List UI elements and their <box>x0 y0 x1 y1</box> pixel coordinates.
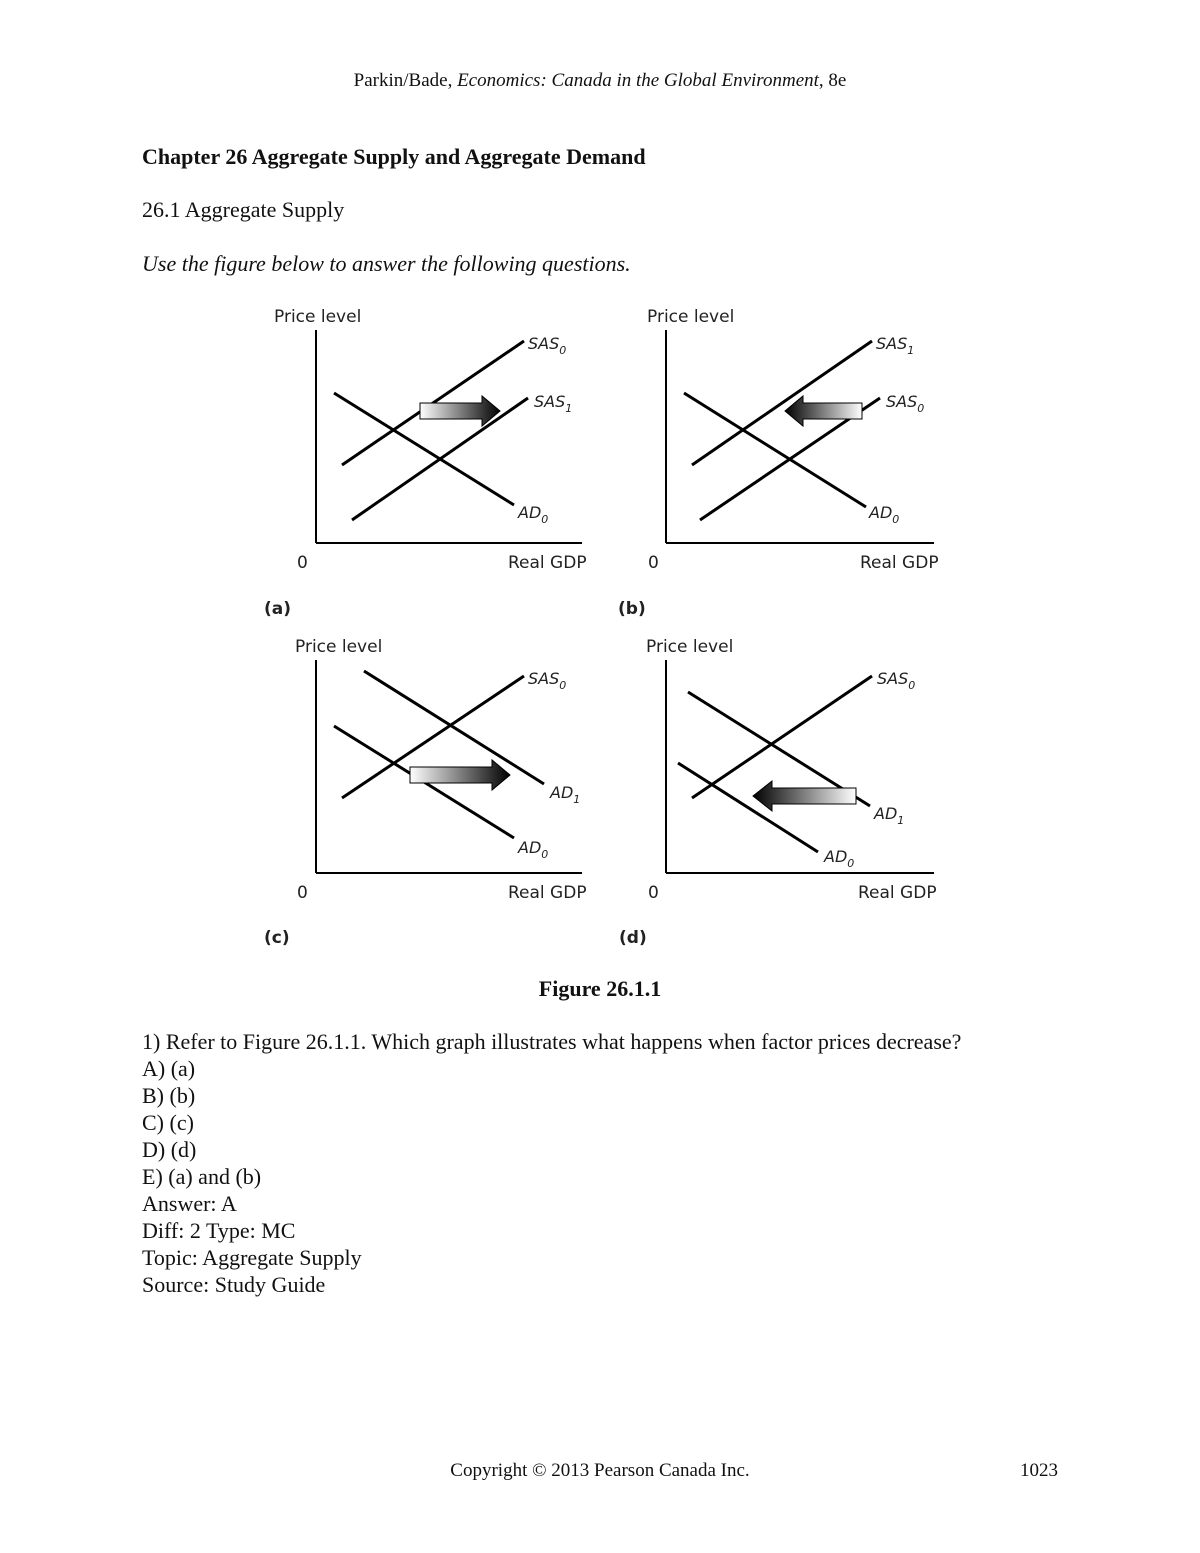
origin-label: 0 <box>648 553 659 573</box>
curve-label-ad-lower: $AD_0$ <box>518 838 549 861</box>
curve-label-sas: $SAS_0$ <box>877 669 916 692</box>
header-book-title: Economics: Canada in the Global Environment <box>457 70 819 91</box>
topic-line: Topic: Aggregate Supply <box>142 1245 362 1270</box>
y-axis-label: Price level <box>646 637 734 657</box>
section-heading: 26.1 Aggregate Supply <box>142 197 345 222</box>
panel-label: (d) <box>619 928 647 948</box>
answer-line: Answer: A <box>142 1191 237 1216</box>
panel-label: (c) <box>264 928 290 948</box>
x-axis-label: Real GDP <box>508 883 587 903</box>
option-e: E) (a) and (b) <box>142 1164 262 1189</box>
option-b: B) (b) <box>142 1083 196 1108</box>
chapter-title: Chapter 26 Aggregate Supply and Aggregate Demand <box>142 144 646 169</box>
curve-label-ad-upper: $AD_1$ <box>550 783 581 806</box>
curve-label-ad: $AD_0$ <box>518 503 549 526</box>
panel-d <box>619 637 937 948</box>
curve-label-ad: $AD_0$ <box>869 503 900 526</box>
curve-label-sas-bottom: $SAS_0$ <box>886 392 925 415</box>
instruction-text: Use the figure below to answer the following questions. <box>142 251 631 276</box>
panel-c <box>264 637 587 948</box>
x-axis-label: Real GDP <box>858 883 937 903</box>
curve-label-sas-top: $SAS_0$ <box>528 334 567 357</box>
figure-caption: Figure 26.1.1 <box>538 976 662 1001</box>
y-axis-label: Price level <box>647 307 735 327</box>
option-d: D) (d) <box>142 1137 197 1162</box>
shift-right-arrow <box>410 760 510 790</box>
header-edition: , 8e <box>818 70 847 91</box>
origin-label: 0 <box>297 883 308 903</box>
question-stem: 1) Refer to Figure 26.1.1. Which graph illustrates what happens when factor prices decrease? <box>142 1029 962 1054</box>
curve-label-sas-top: $SAS_1$ <box>876 334 915 357</box>
origin-label: 0 <box>297 553 308 573</box>
y-axis-label: Price level <box>295 637 383 657</box>
source-line: Source: Study Guide <box>142 1272 326 1297</box>
panel-label: (b) <box>618 599 646 619</box>
sas-curve <box>692 676 872 798</box>
ad-lower-curve <box>678 763 818 852</box>
difficulty-type-line: Diff: 2 Type: MC <box>142 1218 296 1243</box>
copyright-footer: Copyright © 2013 Pearson Canada Inc. <box>450 1460 750 1481</box>
option-a: A) (a) <box>142 1056 196 1081</box>
shift-left-arrow <box>785 396 862 426</box>
curve-label-sas: $SAS_0$ <box>528 669 567 692</box>
curve-label-ad-upper: $AD_1$ <box>874 804 905 827</box>
y-axis-label: Price level <box>274 307 362 327</box>
option-c: C) (c) <box>142 1110 194 1135</box>
panel-b <box>618 307 939 619</box>
origin-label: 0 <box>648 883 659 903</box>
header-authors: Parkin/Bade, <box>353 70 458 91</box>
panel-a <box>264 307 587 619</box>
curve-label-sas-bottom: $SAS_1$ <box>534 392 573 415</box>
x-axis-label: Real GDP <box>860 553 939 573</box>
question-block <box>142 1028 961 1298</box>
x-axis-label: Real GDP <box>508 553 587 573</box>
panel-label: (a) <box>264 599 292 619</box>
curve-label-ad-lower: $AD_0$ <box>824 847 855 870</box>
shift-left-arrow <box>753 781 856 811</box>
shift-right-arrow <box>420 396 500 426</box>
page-number: 1023 <box>1020 1460 1058 1481</box>
